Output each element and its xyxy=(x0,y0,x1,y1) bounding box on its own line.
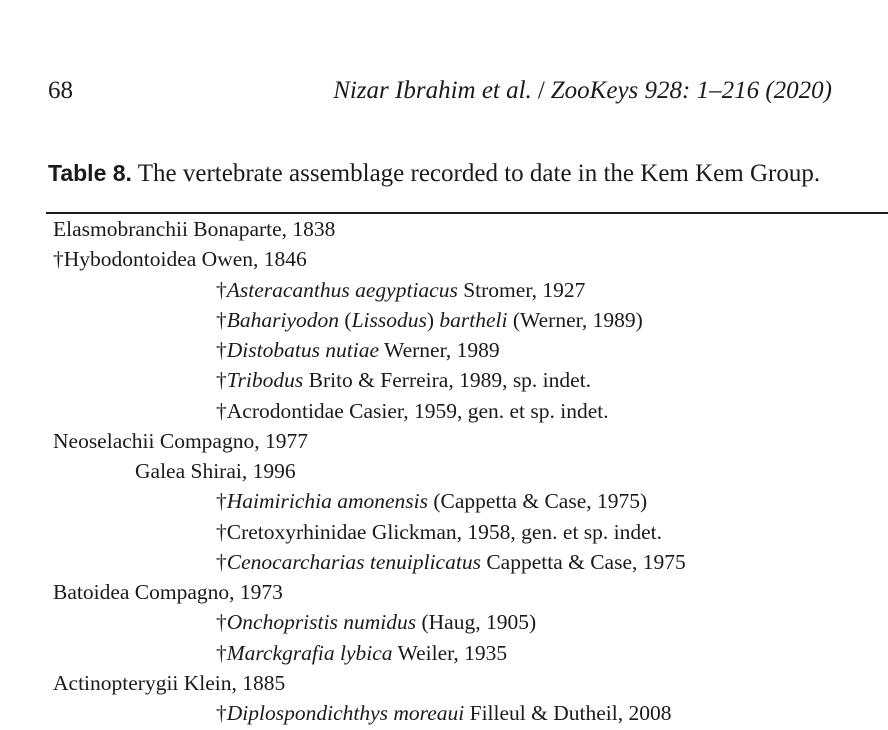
table-caption xyxy=(48,157,820,190)
taxon-text-part: ) xyxy=(426,307,440,332)
taxon-text-part: † xyxy=(216,610,227,635)
taxon-text-part: †Acrodontidae Casier, 1959, gen. et sp. indet. xyxy=(216,398,609,423)
taxon-italic-part: Onchopristis numidus xyxy=(226,610,417,635)
taxon-italic-part: Distobatus nutiae xyxy=(226,338,380,362)
taxon-row xyxy=(0,396,888,426)
running-head-authors: Nizar Ibrahim et al. xyxy=(333,77,532,104)
taxon-text-part: (Cappetta & Case, 1975) xyxy=(428,489,648,514)
taxon-row xyxy=(0,214,888,244)
taxon-row xyxy=(0,456,888,486)
taxon-row xyxy=(0,607,888,637)
taxon-text-part: †Cretoxyrhinidae Glickman, 1958, gen. et sp. indet. xyxy=(216,519,663,544)
taxon-text-part: ( xyxy=(339,307,352,332)
taxon-text-part: †Hybodontoidea Owen, 1846 xyxy=(53,247,307,272)
taxon-text-part: † xyxy=(216,489,227,514)
taxon-name xyxy=(216,517,662,547)
taxon-name xyxy=(216,698,671,728)
taxon-name xyxy=(216,486,647,516)
taxon-text-part: Neoselachii Compagno, 1977 xyxy=(53,428,308,453)
taxon-row xyxy=(0,244,888,274)
taxon-name xyxy=(135,456,296,486)
taxon-name xyxy=(53,244,307,274)
running-head-separator: / xyxy=(537,77,545,104)
taxon-name xyxy=(53,426,308,456)
taxon-text-part: Weiler, 1935 xyxy=(392,640,508,665)
taxon-text-part: Batoidea Compagno, 1973 xyxy=(53,580,283,604)
taxon-row xyxy=(0,668,888,698)
running-head xyxy=(333,76,832,106)
taxon-row xyxy=(0,517,888,547)
taxon-text-part: Cappetta & Case, 1975 xyxy=(480,549,686,574)
taxon-text-part: Brito & Ferreira, 1989, sp. indet. xyxy=(303,368,592,393)
taxon-name xyxy=(216,335,500,365)
taxon-text-part: † xyxy=(216,368,227,393)
taxon-text-part: † xyxy=(216,277,227,302)
taxon-name xyxy=(216,396,609,426)
table-caption-label: Table 8. xyxy=(48,160,132,186)
running-head-journal: ZooKeys 928: 1–216 (2020) xyxy=(550,77,832,104)
taxon-text-part: Elasmobranchii Bonaparte, 1838 xyxy=(53,217,336,241)
taxon-row xyxy=(0,275,888,305)
taxon-italic-part: Cenocarcharias tenuiplicatus xyxy=(226,549,481,574)
taxon-italic-part: Tribodus xyxy=(226,368,304,393)
taxon-row xyxy=(0,426,888,456)
taxon-text-part: Filleul & Dutheil, 2008 xyxy=(464,701,672,725)
taxon-name xyxy=(216,607,536,637)
taxon-name xyxy=(216,305,643,335)
taxon-text-part: Werner, 1989 xyxy=(379,338,500,362)
taxon-italic-part: Haimirichia amonensis xyxy=(226,489,429,514)
taxon-name xyxy=(216,547,686,577)
taxon-italic-part: bartheli xyxy=(439,307,508,332)
taxon-row xyxy=(0,486,888,516)
taxon-text-part: † xyxy=(216,701,227,725)
taxon-text-part: (Haug, 1905) xyxy=(416,610,537,635)
taxon-text-part: Stromer, 1927 xyxy=(457,277,586,302)
taxon-italic-part: Diplospondichthys moreaui xyxy=(226,701,465,725)
taxon-row xyxy=(0,365,888,395)
taxon-name xyxy=(216,638,507,668)
taxon-italic-part: Marckgrafia lybica xyxy=(226,640,393,665)
taxon-list xyxy=(0,214,888,728)
page-number: 68 xyxy=(48,77,73,104)
table-caption-text: The vertebrate assemblage recorded to date in the Kem Kem Group. xyxy=(131,160,821,187)
taxon-italic-part: Asteracanthus aegyptiacus xyxy=(226,277,458,302)
taxon-row xyxy=(0,638,888,668)
taxon-text-part: † xyxy=(216,338,227,362)
taxon-row xyxy=(0,698,888,728)
taxon-name xyxy=(216,275,585,305)
taxon-text-part: † xyxy=(216,307,227,332)
taxon-name xyxy=(53,668,285,698)
taxon-text-part: (Werner, 1989) xyxy=(507,307,643,332)
taxon-row xyxy=(0,305,888,335)
taxon-row xyxy=(0,335,888,365)
taxon-italic-part: Bahariyodon xyxy=(226,307,340,332)
taxon-text-part: † xyxy=(216,549,227,574)
taxon-row xyxy=(0,577,888,607)
taxon-row xyxy=(0,547,888,577)
taxon-name xyxy=(53,577,283,607)
taxon-text-part: Galea Shirai, 1996 xyxy=(135,459,296,483)
taxon-italic-part: Lissodus xyxy=(351,307,427,332)
taxon-text-part: Actinopterygii Klein, 1885 xyxy=(53,670,286,695)
taxon-text-part: † xyxy=(216,640,227,665)
taxon-name xyxy=(53,214,335,244)
taxon-name xyxy=(216,365,591,395)
